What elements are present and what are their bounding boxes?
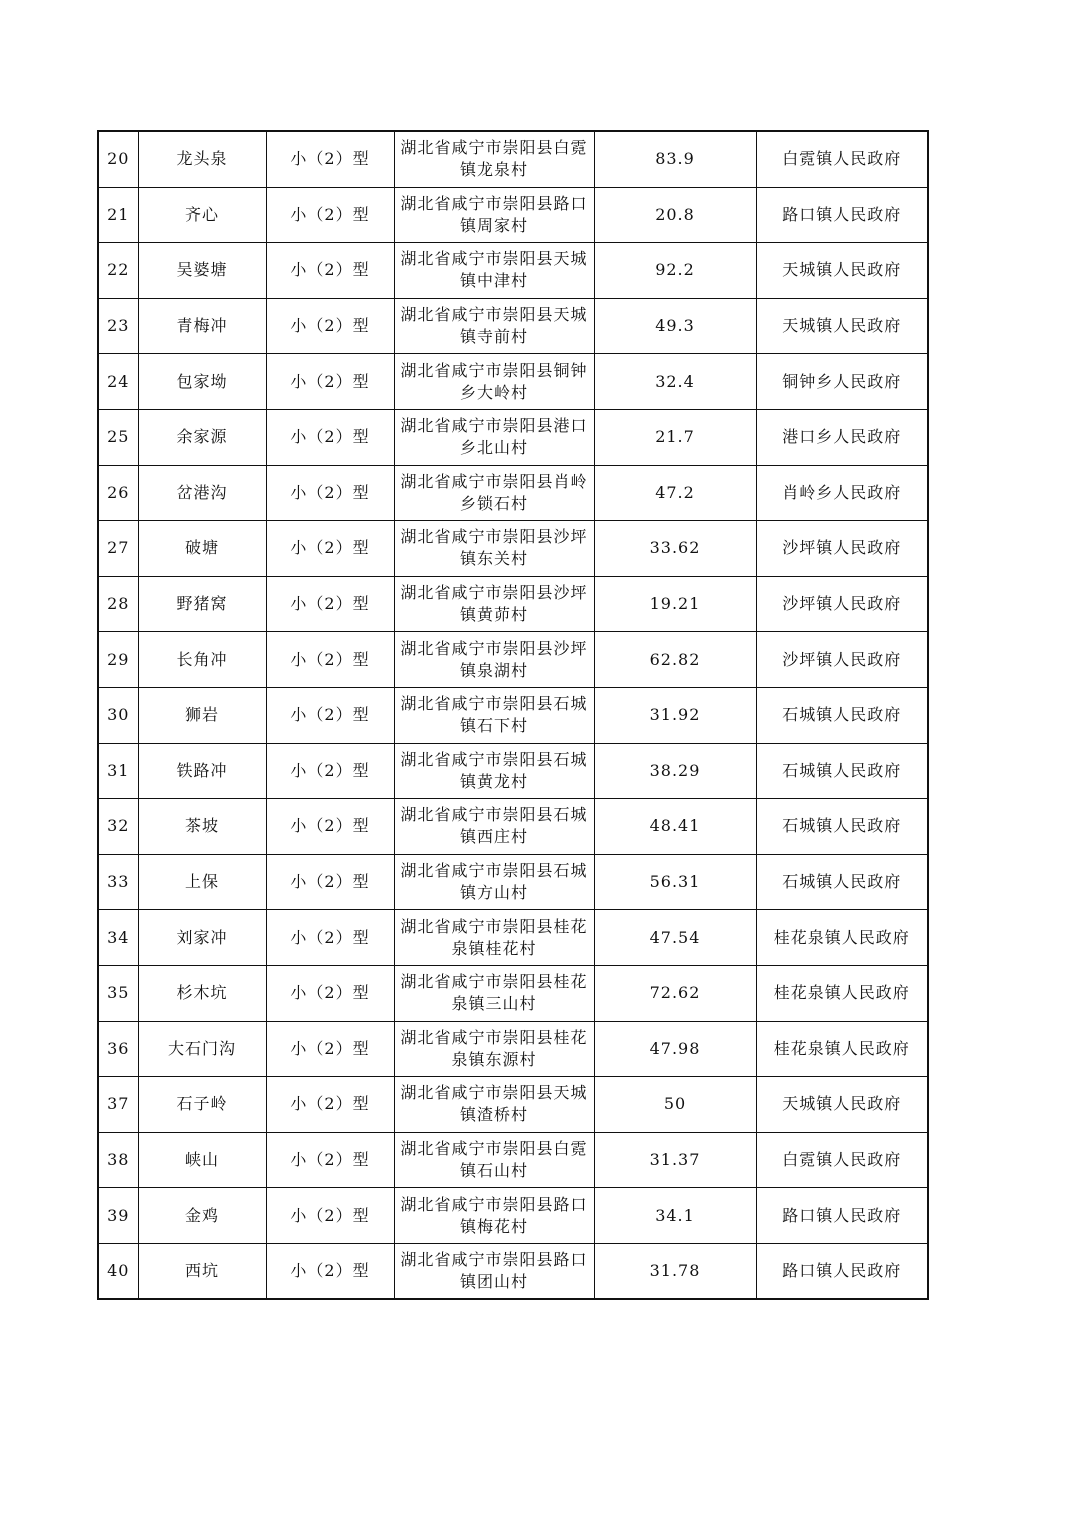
responsible-authority: 铜钟乡人民政府 (756, 354, 928, 410)
row-number: 39 (98, 1188, 138, 1244)
reservoir-capacity: 20.8 (594, 187, 756, 243)
table-row (98, 1021, 928, 1077)
reservoir-name: 峡山 (138, 1132, 266, 1188)
responsible-authority: 白霓镇人民政府 (756, 131, 928, 187)
reservoir-name: 包家坳 (138, 354, 266, 410)
reservoir-capacity: 19.21 (594, 576, 756, 632)
responsible-authority: 石城镇人民政府 (756, 743, 928, 799)
reservoir-scale: 小（2）型 (266, 743, 394, 799)
table-row (98, 354, 928, 410)
responsible-authority: 路口镇人民政府 (756, 187, 928, 243)
row-number: 34 (98, 910, 138, 966)
responsible-authority: 桂花泉镇人民政府 (756, 1021, 928, 1077)
table-row (98, 1243, 928, 1299)
reservoir-capacity: 72.62 (594, 965, 756, 1021)
row-number: 35 (98, 965, 138, 1021)
reservoir-capacity: 31.37 (594, 1132, 756, 1188)
table-row (98, 632, 928, 688)
reservoir-name: 石子岭 (138, 1077, 266, 1133)
reservoir-table (97, 130, 929, 1300)
row-number: 32 (98, 799, 138, 855)
reservoir-capacity: 50 (594, 1077, 756, 1133)
reservoir-scale: 小（2）型 (266, 1243, 394, 1299)
reservoir-scale: 小（2）型 (266, 632, 394, 688)
reservoir-capacity: 56.31 (594, 854, 756, 910)
responsible-authority: 港口乡人民政府 (756, 409, 928, 465)
responsible-authority: 白霓镇人民政府 (756, 1132, 928, 1188)
table-row (98, 965, 928, 1021)
reservoir-scale: 小（2）型 (266, 854, 394, 910)
row-number: 37 (98, 1077, 138, 1133)
table-row (98, 1188, 928, 1244)
reservoir-location: 湖北省咸宁市崇阳县石城镇西庄村 (394, 799, 594, 855)
row-number: 26 (98, 465, 138, 521)
responsible-authority: 天城镇人民政府 (756, 243, 928, 299)
reservoir-scale: 小（2）型 (266, 1077, 394, 1133)
table-row (98, 521, 928, 577)
reservoir-scale: 小（2）型 (266, 187, 394, 243)
reservoir-capacity: 49.3 (594, 298, 756, 354)
reservoir-name: 刘家冲 (138, 910, 266, 966)
reservoir-location: 湖北省咸宁市崇阳县路口镇周家村 (394, 187, 594, 243)
reservoir-capacity: 31.78 (594, 1243, 756, 1299)
reservoir-name: 青梅冲 (138, 298, 266, 354)
reservoir-location: 湖北省咸宁市崇阳县白霓镇石山村 (394, 1132, 594, 1188)
table-row (98, 187, 928, 243)
reservoir-location: 湖北省咸宁市崇阳县沙坪镇泉湖村 (394, 632, 594, 688)
reservoir-location: 湖北省咸宁市崇阳县天城镇寺前村 (394, 298, 594, 354)
row-number: 33 (98, 854, 138, 910)
reservoir-name: 长角冲 (138, 632, 266, 688)
reservoir-name: 岔港沟 (138, 465, 266, 521)
reservoir-capacity: 47.2 (594, 465, 756, 521)
table-row (98, 910, 928, 966)
table-row (98, 854, 928, 910)
reservoir-name: 齐心 (138, 187, 266, 243)
responsible-authority: 石城镇人民政府 (756, 799, 928, 855)
responsible-authority: 沙坪镇人民政府 (756, 576, 928, 632)
table-row (98, 1132, 928, 1188)
reservoir-capacity: 32.4 (594, 354, 756, 410)
responsible-authority: 桂花泉镇人民政府 (756, 910, 928, 966)
reservoir-capacity: 47.54 (594, 910, 756, 966)
table-row (98, 131, 928, 187)
reservoir-name: 破塘 (138, 521, 266, 577)
reservoir-scale: 小（2）型 (266, 965, 394, 1021)
reservoir-scale: 小（2）型 (266, 298, 394, 354)
table-row (98, 409, 928, 465)
row-number: 30 (98, 687, 138, 743)
responsible-authority: 沙坪镇人民政府 (756, 521, 928, 577)
row-number: 29 (98, 632, 138, 688)
row-number: 24 (98, 354, 138, 410)
reservoir-name: 茶坡 (138, 799, 266, 855)
table-row (98, 465, 928, 521)
responsible-authority: 石城镇人民政府 (756, 854, 928, 910)
reservoir-scale: 小（2）型 (266, 354, 394, 410)
responsible-authority: 桂花泉镇人民政府 (756, 965, 928, 1021)
reservoir-capacity: 83.9 (594, 131, 756, 187)
reservoir-name: 龙头泉 (138, 131, 266, 187)
reservoir-scale: 小（2）型 (266, 465, 394, 521)
row-number: 31 (98, 743, 138, 799)
reservoir-name: 铁路冲 (138, 743, 266, 799)
row-number: 20 (98, 131, 138, 187)
reservoir-capacity: 31.92 (594, 687, 756, 743)
reservoir-scale: 小（2）型 (266, 1188, 394, 1244)
table-row (98, 243, 928, 299)
reservoir-capacity: 92.2 (594, 243, 756, 299)
reservoir-capacity: 47.98 (594, 1021, 756, 1077)
table-row (98, 1077, 928, 1133)
responsible-authority: 天城镇人民政府 (756, 298, 928, 354)
reservoir-location: 湖北省咸宁市崇阳县石城镇黄龙村 (394, 743, 594, 799)
reservoir-name: 狮岩 (138, 687, 266, 743)
row-number: 28 (98, 576, 138, 632)
reservoir-scale: 小（2）型 (266, 1132, 394, 1188)
reservoir-scale: 小（2）型 (266, 131, 394, 187)
responsible-authority: 沙坪镇人民政府 (756, 632, 928, 688)
reservoir-location: 湖北省咸宁市崇阳县路口镇团山村 (394, 1243, 594, 1299)
reservoir-name: 西坑 (138, 1243, 266, 1299)
row-number: 25 (98, 409, 138, 465)
reservoir-capacity: 48.41 (594, 799, 756, 855)
reservoir-location: 湖北省咸宁市崇阳县石城镇石下村 (394, 687, 594, 743)
reservoir-location: 湖北省咸宁市崇阳县桂花泉镇桂花村 (394, 910, 594, 966)
responsible-authority: 路口镇人民政府 (756, 1243, 928, 1299)
reservoir-scale: 小（2）型 (266, 243, 394, 299)
reservoir-scale: 小（2）型 (266, 687, 394, 743)
row-number: 23 (98, 298, 138, 354)
reservoir-name: 吴婆塘 (138, 243, 266, 299)
row-number: 40 (98, 1243, 138, 1299)
reservoir-name: 大石门沟 (138, 1021, 266, 1077)
row-number: 21 (98, 187, 138, 243)
reservoir-capacity: 38.29 (594, 743, 756, 799)
reservoir-location: 湖北省咸宁市崇阳县铜钟乡大岭村 (394, 354, 594, 410)
table-row (98, 687, 928, 743)
reservoir-scale: 小（2）型 (266, 799, 394, 855)
table-row (98, 576, 928, 632)
responsible-authority: 天城镇人民政府 (756, 1077, 928, 1133)
reservoir-scale: 小（2）型 (266, 521, 394, 577)
reservoir-scale: 小（2）型 (266, 409, 394, 465)
reservoir-capacity: 34.1 (594, 1188, 756, 1244)
row-number: 38 (98, 1132, 138, 1188)
row-number: 36 (98, 1021, 138, 1077)
row-number: 27 (98, 521, 138, 577)
reservoir-location: 湖北省咸宁市崇阳县路口镇梅花村 (394, 1188, 594, 1244)
reservoir-name: 杉木坑 (138, 965, 266, 1021)
table-row (98, 799, 928, 855)
reservoir-location: 湖北省咸宁市崇阳县白霓镇龙泉村 (394, 131, 594, 187)
table-row (98, 298, 928, 354)
reservoir-scale: 小（2）型 (266, 1021, 394, 1077)
reservoir-scale: 小（2）型 (266, 910, 394, 966)
reservoir-name: 余家源 (138, 409, 266, 465)
reservoir-location: 湖北省咸宁市崇阳县沙坪镇东关村 (394, 521, 594, 577)
reservoir-location: 湖北省咸宁市崇阳县桂花泉镇东源村 (394, 1021, 594, 1077)
reservoir-capacity: 62.82 (594, 632, 756, 688)
reservoir-location: 湖北省咸宁市崇阳县天城镇中津村 (394, 243, 594, 299)
reservoir-capacity: 33.62 (594, 521, 756, 577)
responsible-authority: 路口镇人民政府 (756, 1188, 928, 1244)
reservoir-capacity: 21.7 (594, 409, 756, 465)
responsible-authority: 肖岭乡人民政府 (756, 465, 928, 521)
reservoir-location: 湖北省咸宁市崇阳县桂花泉镇三山村 (394, 965, 594, 1021)
reservoir-name: 上保 (138, 854, 266, 910)
table-body (98, 131, 928, 1299)
reservoir-location: 湖北省咸宁市崇阳县肖岭乡锁石村 (394, 465, 594, 521)
reservoir-scale: 小（2）型 (266, 576, 394, 632)
reservoir-location: 湖北省咸宁市崇阳县沙坪镇黄茆村 (394, 576, 594, 632)
reservoir-location: 湖北省咸宁市崇阳县港口乡北山村 (394, 409, 594, 465)
reservoir-location: 湖北省咸宁市崇阳县石城镇方山村 (394, 854, 594, 910)
table-row (98, 743, 928, 799)
reservoir-location: 湖北省咸宁市崇阳县天城镇渣桥村 (394, 1077, 594, 1133)
row-number: 22 (98, 243, 138, 299)
reservoir-name: 野猪窝 (138, 576, 266, 632)
responsible-authority: 石城镇人民政府 (756, 687, 928, 743)
reservoir-name: 金鸡 (138, 1188, 266, 1244)
